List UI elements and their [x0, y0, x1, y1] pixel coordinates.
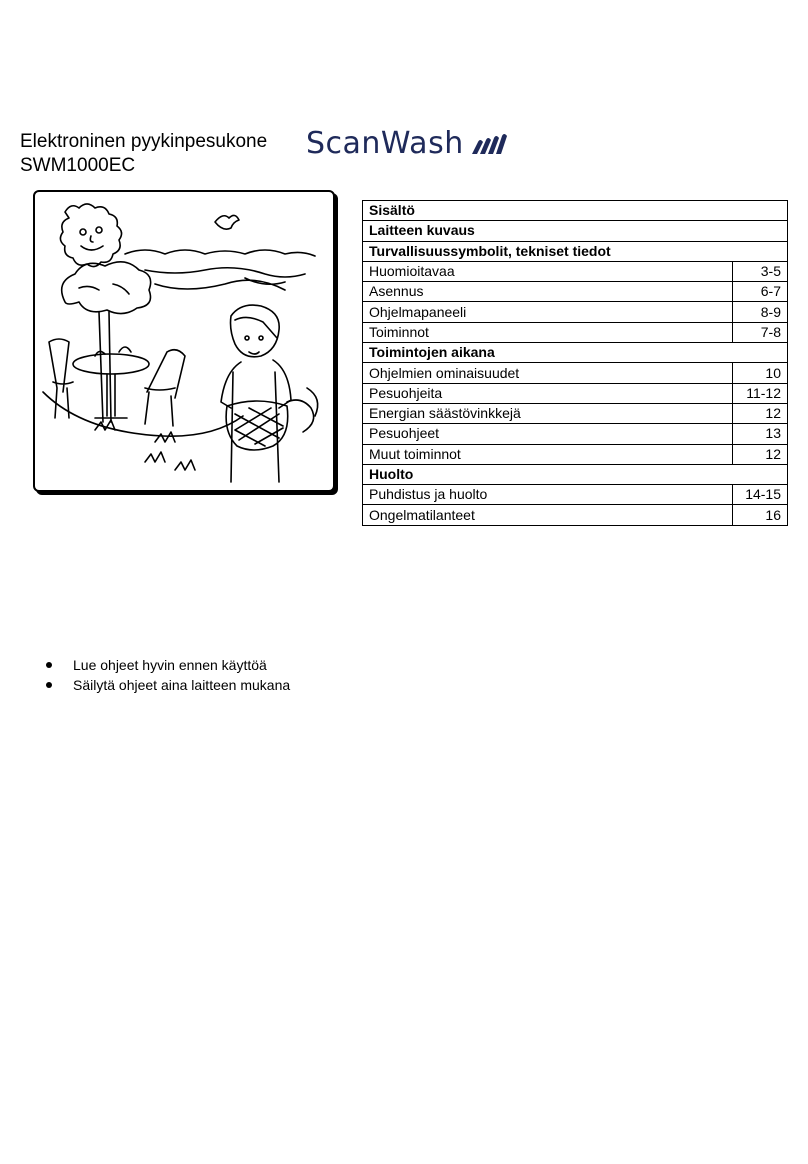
toc-entry-label: Pesuohjeet [363, 424, 733, 444]
brand-name: ScanWash [306, 126, 464, 161]
section-heading: Laitteen kuvaus [363, 221, 788, 241]
document-title-block [20, 130, 267, 178]
line-drawing [35, 192, 333, 490]
table-row [363, 383, 788, 403]
toc-entry-label: Puhdistus ja huolto [363, 485, 733, 505]
table-row [363, 322, 788, 342]
section-heading: Toimintojen aikana [363, 343, 788, 363]
toc-entry-pages: 11-12 [733, 383, 788, 403]
toc-entry-label: Toiminnot [363, 322, 733, 342]
toc-entry-label: Asennus [363, 282, 733, 302]
toc-entry-label: Ohjelmien ominaisuudet [363, 363, 733, 383]
toc-entry-pages: 12 [733, 444, 788, 464]
toc-entry-label: Energian säästövinkkejä [363, 403, 733, 423]
toc-entry-label: Huomioitavaa [363, 261, 733, 281]
toc-entry-pages: 8-9 [733, 302, 788, 322]
table-icon [73, 354, 149, 374]
toc-entry-pages: 12 [733, 403, 788, 423]
table-row [363, 444, 788, 464]
table-row [363, 485, 788, 505]
note-text: Säilytä ohjeet aina laitteen mukana [73, 677, 291, 693]
table-row [363, 302, 788, 322]
table-row [363, 201, 788, 221]
bullet-icon [46, 662, 52, 668]
section-heading: Turvallisuussymbolit, tekniset tiedot [363, 241, 788, 261]
bullet-icon [46, 682, 52, 688]
model-number: SWM1000EC [20, 155, 136, 176]
tree-icon [62, 262, 151, 314]
toc-entry-pages: 3-5 [733, 261, 788, 281]
note-text: Lue ohjeet hyvin ennen käyttöä [73, 657, 267, 673]
toc-entry-label: Ongelmatilanteet [363, 505, 733, 525]
toc-entry-pages: 14-15 [733, 485, 788, 505]
toc-entry-pages: 10 [733, 363, 788, 383]
table-row [363, 261, 788, 281]
toc-entry-label: Ohjelmapaneeli [363, 302, 733, 322]
section-heading: Huolto [363, 464, 788, 484]
table-of-contents [362, 200, 788, 526]
section-heading: Sisältö [363, 201, 788, 221]
bird-icon [215, 215, 239, 229]
water-drops-icon [466, 132, 512, 156]
product-title: Elektroninen pyykinpesukone [20, 131, 268, 152]
list-item [46, 675, 290, 695]
table-row [363, 343, 788, 363]
notes-list [46, 655, 290, 695]
table-row [363, 403, 788, 423]
toc-entry-pages: 16 [733, 505, 788, 525]
toc-entry-pages: 7-8 [733, 322, 788, 342]
toc-entry-pages: 13 [733, 424, 788, 444]
table-row [363, 221, 788, 241]
chair-icon [145, 350, 185, 426]
table-row [363, 282, 788, 302]
table-row [363, 241, 788, 261]
table-row [363, 363, 788, 383]
garden-scene-illustration [33, 190, 335, 492]
list-item [46, 655, 290, 675]
brand-logo [306, 126, 512, 161]
toc-entry-pages: 6-7 [733, 282, 788, 302]
table-row [363, 464, 788, 484]
table-row [363, 505, 788, 525]
table-row [363, 424, 788, 444]
toc-entry-label: Muut toiminnot [363, 444, 733, 464]
toc-entry-label: Pesuohjeita [363, 383, 733, 403]
